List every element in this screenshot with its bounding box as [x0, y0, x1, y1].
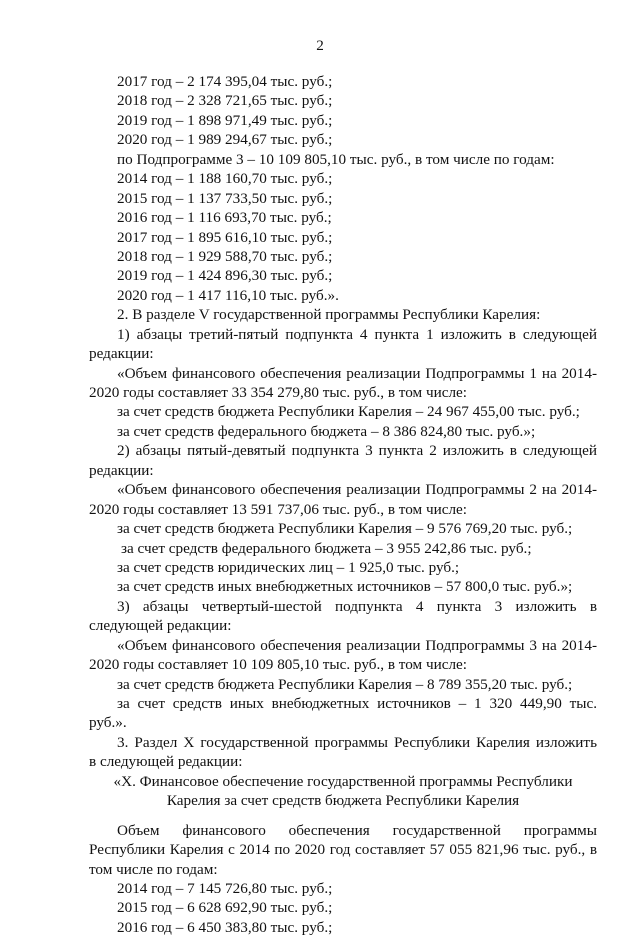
document-body	[89, 72, 597, 937]
text-line: «Объем финансового обеспечения реализации Подпрограммы 1 на 2014-	[117, 364, 597, 382]
text-line: за счет средств иных внебюджетных источников – 57 800,0 тыс. руб.»;	[117, 578, 573, 596]
text-line: 2016 год – 6 450 383,80 тыс. руб.;	[117, 918, 333, 936]
text-line: 2014 год – 1 188 160,70 тыс. руб.;	[117, 170, 333, 188]
text-line: за счет средств бюджета Республики Карелия – 9 576 769,20 тыс. руб.;	[117, 520, 573, 538]
text-line: редакции:	[89, 461, 154, 479]
text-line: 2019 год – 1 424 896,30 тыс. руб.;	[117, 267, 333, 285]
text-line: 2018 год – 1 929 588,70 тыс. руб.;	[117, 247, 333, 265]
text-line: 2014 год – 7 145 726,80 тыс. руб.;	[117, 879, 333, 897]
text-line: 2) абзацы пятый-девятый подпункта 3 пункта 2 изложить в следующей	[117, 442, 597, 460]
text-line: 2015 год – 6 628 692,90 тыс. руб.;	[117, 899, 333, 917]
text-line: 1) абзацы третий-пятый подпункта 4 пункта 1 изложить в следующей	[117, 325, 597, 343]
text-line: Республики Карелия с 2014 по 2020 год составляет 57 055 821,96 тыс. руб., в	[89, 841, 597, 859]
text-line: 2016 год – 1 116 693,70 тыс. руб.;	[117, 209, 332, 227]
text-line: за счет средств иных внебюджетных источников – 1 320 449,90 тыс.	[117, 695, 597, 712]
text-line: редакции:	[89, 345, 154, 363]
text-line: «Объем финансового обеспечения реализации Подпрограммы 3 на 2014-	[117, 636, 597, 654]
text-line: 2020 год – 1 417 116,10 тыс. руб.».	[117, 286, 339, 304]
text-line: 2018 год – 2 328 721,65 тыс. руб.;	[117, 92, 333, 110]
section-heading-line: «X. Финансовое обеспечение государственной программы Республики	[113, 772, 573, 790]
text-line: за счет средств бюджета Республики Карелия – 8 789 355,20 тыс. руб.;	[117, 675, 573, 693]
text-line: 3. Раздел X государственной программы Республики Карелия изложить	[117, 733, 597, 751]
text-line: руб.».	[89, 714, 127, 732]
text-line: 2017 год – 1 895 616,10 тыс. руб.;	[117, 228, 333, 246]
text-line: 2020 годы составляет 33 354 279,80 тыс. руб., в том числе:	[89, 384, 468, 401]
text-line: 2020 годы составляет 13 591 737,06 тыс. руб., в том числе:	[89, 500, 468, 518]
spacer	[89, 811, 597, 821]
text-line: Объем финансового обеспечения государственной программы	[117, 821, 597, 839]
text-line: по Подпрограмме 3 – 10 109 805,10 тыс. руб., в том числе по годам:	[117, 150, 555, 168]
section-heading-line: Карелия за счет средств бюджета Республики Карелия	[166, 792, 520, 810]
text-line: 3) абзацы четвертый-шестой подпункта 4 пункта 3 изложить в	[117, 597, 597, 615]
text-line: 2020 год – 1 989 294,67 тыс. руб.;	[117, 131, 333, 149]
text-line: 2015 год – 1 137 733,50 тыс. руб.;	[117, 189, 333, 207]
text-line: за счет средств бюджета Республики Карелия – 24 967 455,00 тыс. руб.;	[117, 403, 580, 421]
text-line: том числе по годам:	[89, 860, 218, 878]
text-line: за счет средств федерального бюджета – 3 955 242,86 тыс. руб.;	[121, 539, 532, 557]
text-line: за счет средств юридических лиц – 1 925,0 тыс. руб.;	[117, 558, 460, 576]
text-line: 2019 год – 1 898 971,49 тыс. руб.;	[117, 111, 333, 129]
text-line: за счет средств федерального бюджета – 8 386 824,80 тыс. руб.»;	[117, 422, 536, 440]
text-line: 2017 год – 2 174 395,04 тыс. руб.;	[117, 73, 333, 90]
page-number: 2	[316, 37, 324, 54]
text-line: 2. В разделе V государственной программы Республики Карелия:	[117, 306, 541, 324]
text-line: 2020 годы составляет 10 109 805,10 тыс. руб., в том числе:	[89, 656, 468, 674]
text-line: следующей редакции:	[89, 617, 232, 635]
text-line: в следующей редакции:	[89, 753, 243, 771]
text-line: «Объем финансового обеспечения реализации Подпрограммы 2 на 2014-	[117, 481, 597, 499]
